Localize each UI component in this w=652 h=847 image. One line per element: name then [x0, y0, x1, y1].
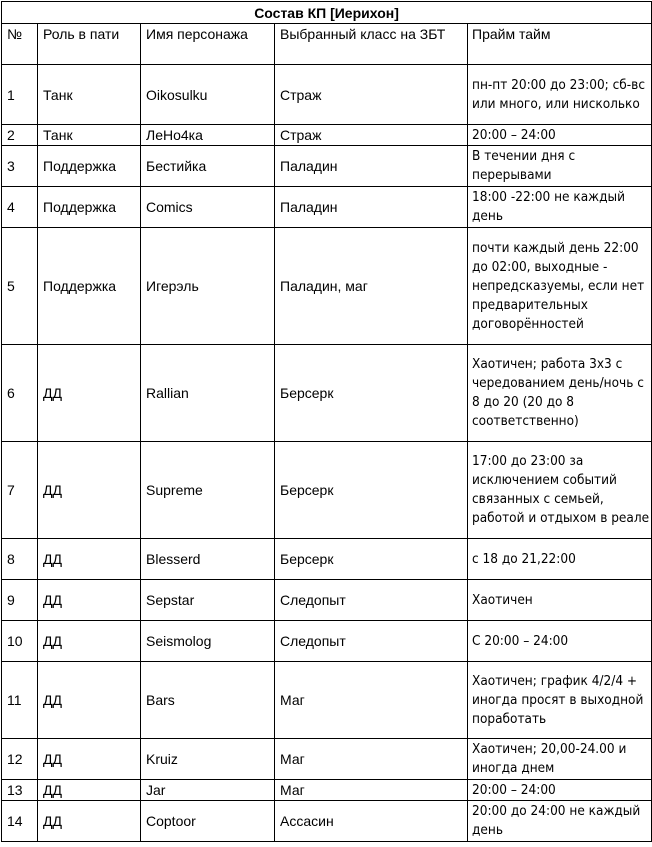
cell-class: Паладин	[275, 187, 468, 228]
cell-num: 14	[2, 801, 38, 842]
cell-class: Ассасин	[275, 801, 468, 842]
cell-role: ДД	[38, 580, 141, 621]
cell-class: Паладин	[275, 146, 468, 187]
cell-num: 8	[2, 539, 38, 580]
cell-name: Bars	[141, 662, 275, 739]
cell-num: 10	[2, 621, 38, 662]
table-row	[2, 65, 652, 125]
cell-prime: 20:00 до 24:00 не каждый день	[468, 801, 652, 842]
header-row	[2, 24, 652, 65]
cell-prime: Хаотичен	[468, 580, 652, 621]
table-row	[2, 662, 652, 739]
cell-prime: 18:00 -22:00 не каждый день	[468, 187, 652, 228]
cell-role: ДД	[38, 780, 141, 801]
table-row	[2, 739, 652, 780]
cell-num: 13	[2, 780, 38, 801]
cell-name: Rallian	[141, 345, 275, 442]
cell-role: Поддержка	[38, 187, 141, 228]
cell-name: Игерэль	[141, 228, 275, 345]
cell-prime: 20:00 – 24:00	[468, 780, 652, 801]
cell-role: ДД	[38, 621, 141, 662]
cell-num: 6	[2, 345, 38, 442]
cell-class: Маг	[275, 739, 468, 780]
table-row	[2, 539, 652, 580]
table-row	[2, 125, 652, 146]
cell-name: Blesserd	[141, 539, 275, 580]
cell-num: 1	[2, 65, 38, 125]
title-row	[2, 2, 652, 24]
cell-name: Comics	[141, 187, 275, 228]
cell-prime: почти каждый день 22:00 до 02:00, выходные - непредсказуемы, если нет предварительных договорённостей	[468, 228, 652, 345]
cell-role: Поддержка	[38, 228, 141, 345]
cell-role: ДД	[38, 539, 141, 580]
cell-name: ЛеНо4ка	[141, 125, 275, 146]
cell-role: Танк	[38, 65, 141, 125]
cell-num: 2	[2, 125, 38, 146]
cell-prime: Хаотичен; 20,00-24.00 и иногда днем	[468, 739, 652, 780]
cell-prime: С 20:00 – 24:00	[468, 621, 652, 662]
cell-role: ДД	[38, 662, 141, 739]
cell-prime: с 18 до 21,22:00	[468, 539, 652, 580]
cell-prime: Хаотичен; работа 3х3 с чередованием день/ночь с 8 до 20 (20 до 8 соответственно)	[468, 345, 652, 442]
header-name: Имя персонажа	[141, 24, 275, 65]
cell-num: 3	[2, 146, 38, 187]
cell-class: Маг	[275, 780, 468, 801]
cell-role: Поддержка	[38, 146, 141, 187]
cell-class: Следопыт	[275, 621, 468, 662]
cell-name: Supreme	[141, 442, 275, 539]
table-row	[2, 580, 652, 621]
party-roster-table	[1, 1, 652, 842]
header-class: Выбранный класс на ЗБТ	[275, 24, 468, 65]
cell-num: 4	[2, 187, 38, 228]
cell-role: Танк	[38, 125, 141, 146]
header-prime: Прайм тайм	[468, 24, 652, 65]
cell-name: Sepstar	[141, 580, 275, 621]
cell-class: Следопыт	[275, 580, 468, 621]
cell-num: 5	[2, 228, 38, 345]
cell-name: Seismolog	[141, 621, 275, 662]
cell-class: Берсерк	[275, 442, 468, 539]
table-row	[2, 442, 652, 539]
header-num: №	[2, 24, 38, 65]
table-row	[2, 146, 652, 187]
cell-name: Coptoor	[141, 801, 275, 842]
cell-prime: Хаотичен; график 4/2/4 + иногда просят в выходной поработать	[468, 662, 652, 739]
table-row	[2, 187, 652, 228]
cell-role: ДД	[38, 442, 141, 539]
cell-num: 12	[2, 739, 38, 780]
table-title: Состав КП [Иерихон]	[2, 2, 652, 24]
cell-name: Oikosulku	[141, 65, 275, 125]
cell-prime: В течении дня с перерывами	[468, 146, 652, 187]
cell-name: Jar	[141, 780, 275, 801]
cell-role: ДД	[38, 739, 141, 780]
cell-prime: 17:00 до 23:00 за исключением событий связанных с семьей, работой и отдыхом в реале	[468, 442, 652, 539]
cell-role: ДД	[38, 801, 141, 842]
table-row	[2, 228, 652, 345]
table-row	[2, 801, 652, 842]
cell-class: Берсерк	[275, 539, 468, 580]
cell-num: 9	[2, 580, 38, 621]
table-row	[2, 621, 652, 662]
header-role: Роль в пати	[38, 24, 141, 65]
cell-class: Страж	[275, 125, 468, 146]
table-row	[2, 780, 652, 801]
cell-name: Бестийка	[141, 146, 275, 187]
cell-class: Маг	[275, 662, 468, 739]
cell-name: Kruiz	[141, 739, 275, 780]
cell-class: Паладин, маг	[275, 228, 468, 345]
cell-class: Берсерк	[275, 345, 468, 442]
cell-num: 11	[2, 662, 38, 739]
cell-role: ДД	[38, 345, 141, 442]
table-row	[2, 345, 652, 442]
cell-class: Страж	[275, 65, 468, 125]
cell-num: 7	[2, 442, 38, 539]
cell-prime: пн-пт 20:00 до 23:00; сб-вс или много, или нисколько	[468, 65, 652, 125]
cell-prime: 20:00 – 24:00	[468, 125, 652, 146]
